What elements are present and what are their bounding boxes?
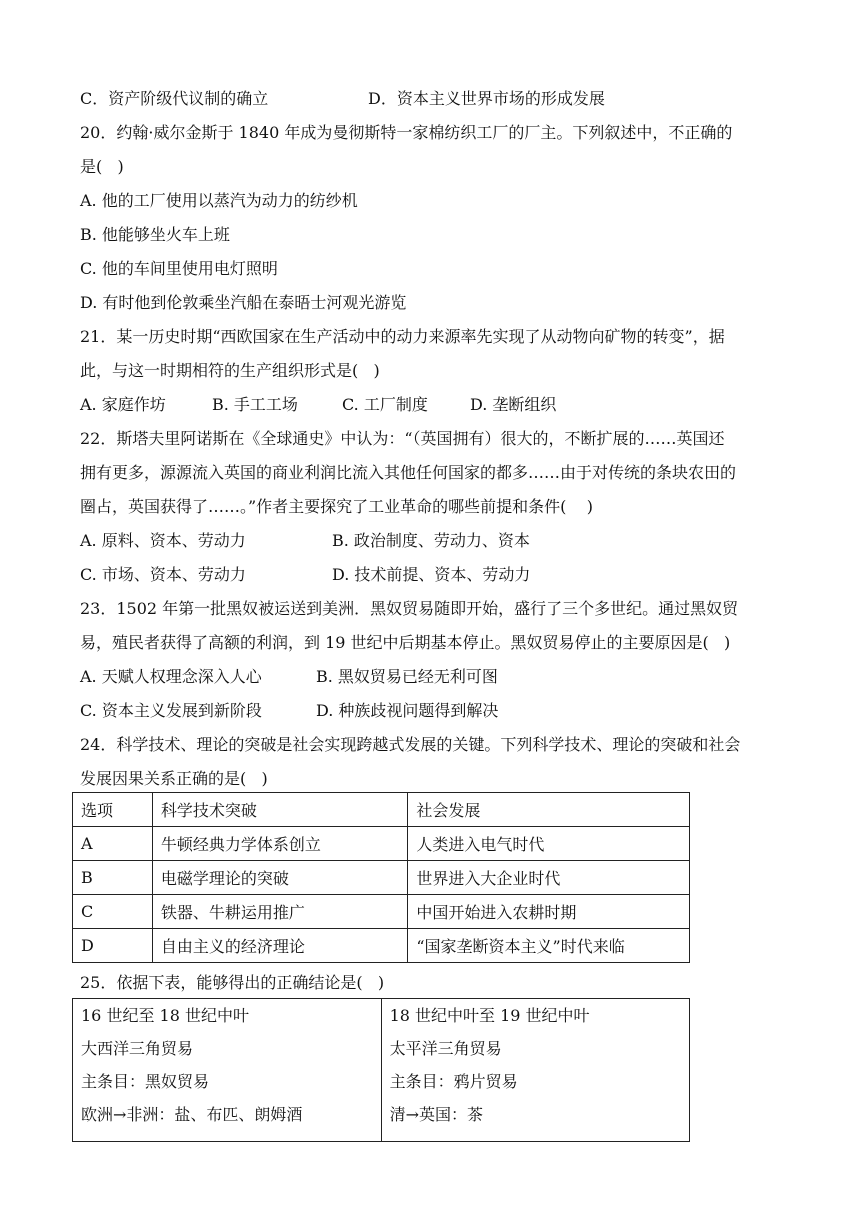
- q21-option-d: D. 垄断组织: [470, 395, 557, 414]
- q25-right-route: 清→英国：茶: [389, 1105, 483, 1124]
- q23-option-b: B. 黑奴贸易已经无利可图: [316, 667, 498, 686]
- q25-left-route: 欧洲→非洲：盐、布匹、朗姆酒: [81, 1105, 303, 1124]
- q22-option-a: A. 原料、资本、劳动力: [80, 531, 246, 550]
- q20-stem-line1: 20．约翰·威尔金斯于 1840 年成为曼彻斯特一家棉纺织工厂的厂主。下列叙述中，不正确的: [80, 123, 733, 142]
- q22-option-c: C. 市场、资本、劳动力: [80, 565, 246, 584]
- q23-stem-line1: 23．1502 年第一批黑奴被运送到美洲．黑奴贸易随即开始，盛行了三个多世纪。通过黑奴贸: [80, 599, 739, 618]
- q24-cell-option: B: [73, 861, 153, 895]
- q24-stem-line1: 24．科学技术、理论的突破是社会实现跨越式发展的关键。下列科学技术、理论的突破和社会: [80, 735, 741, 754]
- q24-cell-development: 中国开始进入农耕时期: [408, 895, 690, 929]
- q25-right-main-item: 主条目：鸦片贸易: [389, 1072, 518, 1091]
- q24-table-header-row: [73, 793, 690, 827]
- q24-cell-breakthrough: 自由主义的经济理论: [152, 929, 408, 963]
- q24-cell-development: 世界进入大企业时代: [408, 861, 690, 895]
- q24-cell-development: “国家垄断资本主义”时代来临: [408, 929, 690, 963]
- q23-stem-line2: 易，殖民者获得了高额的利润，到 19 世纪中后期基本停止。黑奴贸易停止的主要原因是( ): [80, 633, 731, 652]
- q25-table: [72, 998, 690, 1142]
- q24-cell-breakthrough: 铁器、牛耕运用推广: [152, 895, 408, 929]
- table-row: [73, 999, 690, 1142]
- q22-stem-line1: 22．斯塔夫里阿诺斯在《全球通史》中认为：“（英国拥有）很大的，不断扩展的……英国还: [80, 429, 725, 448]
- q22-option-d: D. 技术前提、资本、劳动力: [332, 565, 531, 584]
- q21-stem-line2: 此，与这一时期相符的生产组织形式是( ): [80, 361, 380, 380]
- q20-option-c: C. 他的车间里使用电灯照明: [80, 259, 278, 278]
- q20-option-a: A. 他的工厂使用以蒸汽为动力的纺纱机: [80, 191, 358, 210]
- q20-option-d: D. 有时他到伦敦乘坐汽船在泰晤士河观光游览: [80, 293, 407, 312]
- q25-left-period: 16 世纪至 18 世纪中叶: [81, 1006, 249, 1025]
- q24-cell-option: D: [73, 929, 153, 963]
- q23-option-d: D. 种族歧视问题得到解决: [316, 701, 499, 720]
- q25-right-period: 18 世纪中叶至 19 世纪中叶: [389, 1006, 590, 1025]
- table-row: [73, 895, 690, 929]
- q24-cell-breakthrough: 牛顿经典力学体系创立: [152, 827, 408, 861]
- q24-cell-option: A: [73, 827, 153, 861]
- q24-stem-line2: 发展因果关系正确的是( ): [80, 769, 268, 788]
- q22-stem-line2: 拥有更多，源源流入英国的商业利润比流入其他任何国家的都多……由于对传统的条块农田的: [80, 463, 737, 482]
- q21-option-c: C. 工厂制度: [342, 395, 428, 414]
- table-row: [73, 827, 690, 861]
- q23-option-c: C. 资本主义发展到新阶段: [80, 701, 262, 720]
- q23-option-a: A. 天赋人权理念深入人心: [80, 667, 262, 686]
- q24-header-option: 选项: [73, 793, 153, 827]
- q25-left-trade: 大西洋三角贸易: [81, 1039, 194, 1058]
- q25-right-trade: 太平洋三角贸易: [389, 1039, 502, 1058]
- table-row: [73, 929, 690, 963]
- q19-option-c: C．资产阶级代议制的确立: [80, 89, 269, 108]
- q24-table: [72, 792, 690, 963]
- q21-option-b: B. 手工工场: [212, 395, 298, 414]
- q24-cell-breakthrough: 电磁学理论的突破: [152, 861, 408, 895]
- q22-stem-line3: 圈占，英国获得了……。”作者主要探究了工业革命的哪些前提和条件( ): [80, 497, 594, 516]
- q24-header-development: 社会发展: [408, 793, 690, 827]
- q24-header-breakthrough: 科学技术突破: [152, 793, 408, 827]
- q24-cell-option: C: [73, 895, 153, 929]
- q24-cell-development: 人类进入电气时代: [408, 827, 690, 861]
- q25-stem-line1: 25．依据下表，能够得出的正确结论是( ): [80, 973, 385, 992]
- q20-stem-line2: 是( ): [80, 157, 124, 176]
- q25-left-main-item: 主条目：黑奴贸易: [81, 1072, 210, 1091]
- q25-left-cell: [73, 999, 382, 1142]
- q19-option-d: D．资本主义世界市场的形成发展: [368, 89, 605, 108]
- q22-option-b: B. 政治制度、劳动力、资本: [332, 531, 530, 550]
- table-row: [73, 861, 690, 895]
- q21-stem-line1: 21．某一历史时期“西欧国家在生产活动中的动力来源率先实现了从动物向矿物的转变”，据: [80, 327, 725, 346]
- q21-option-a: A. 家庭作坊: [80, 395, 166, 414]
- q20-option-b: B. 他能够坐火车上班: [80, 225, 230, 244]
- q25-right-cell: [381, 999, 689, 1142]
